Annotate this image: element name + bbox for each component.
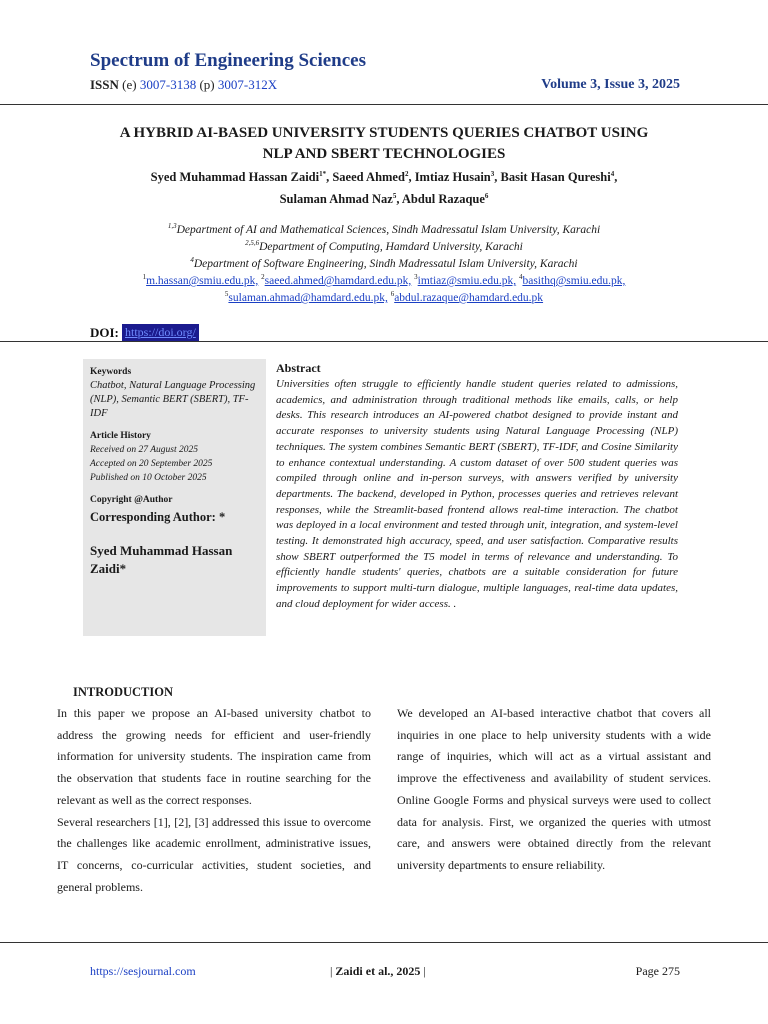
- issn-label: ISSN: [90, 77, 119, 92]
- doi-link[interactable]: https://doi.org/: [122, 324, 199, 342]
- author-sup: 5: [392, 191, 397, 200]
- paper-title-line-1: A HYBRID AI-BASED UNIVERSITY STUDENTS QUERIES CHATBOT USING: [119, 125, 649, 141]
- author-sup: 4: [610, 169, 615, 178]
- footer-bar-left: |: [330, 964, 333, 978]
- email-link[interactable]: m.hassan@smiu.edu.pk,: [146, 275, 259, 287]
- author-sup: 3: [490, 169, 495, 178]
- journal-website-link[interactable]: https://sesjournal.com: [90, 964, 196, 978]
- affiliation-item: [60, 256, 708, 273]
- doi-label: DOI:: [90, 325, 119, 340]
- copyright-text: Copyright @Author: [90, 495, 173, 505]
- volume-issue: Volume 3, Issue 3, 2025: [541, 77, 680, 92]
- author-name: Saeed Ahmed: [332, 170, 405, 184]
- email-sup: 1: [142, 273, 147, 282]
- journal-name: Spectrum of Engineering Sciences: [90, 50, 367, 71]
- affiliation-sup: 4: [190, 256, 194, 265]
- received-date: Received on 27 August 2025: [90, 445, 198, 455]
- email-line-2: [60, 290, 708, 307]
- issn-e-link[interactable]: 3007-3138: [139, 77, 197, 92]
- author-sup: 2: [404, 169, 409, 178]
- affiliation-sup: 1,3: [167, 222, 177, 231]
- accepted-date: Accepted on 20 September 2025: [90, 459, 213, 469]
- published-date: Published on 10 October 2025: [90, 473, 207, 483]
- footer-citation-text: Zaidi et al., 2025: [335, 964, 421, 978]
- intro-paragraph: Several researchers [1], [2], [3] addressed this issue to overcome the challenges like academic enrollment, administrative issues, IT concerns, co-curricular activities, student societies, and general problems.: [57, 814, 371, 894]
- intro-left-column: [57, 703, 371, 898]
- doi-divider: [0, 341, 768, 342]
- corresponding-author-label: Corresponding Author: *: [90, 510, 226, 524]
- affiliations: [60, 222, 708, 273]
- author-emails: [60, 273, 708, 307]
- paper-title: [60, 123, 708, 165]
- keywords-heading: Keywords: [90, 367, 132, 377]
- author-name: Abdul Razaque: [401, 192, 485, 206]
- author-sup: 1*: [319, 169, 327, 178]
- header-divider: [0, 104, 768, 105]
- issn-e-tag: (e): [122, 77, 137, 92]
- author-line-2: Sulaman Ahmad Naz$^5$, Abdul Razaque$^6$: [279, 191, 489, 206]
- affiliation-item: [60, 222, 708, 239]
- footer-divider: [0, 942, 768, 943]
- email-link[interactable]: saeed.ahmed@hamdard.edu.pk,: [264, 275, 412, 287]
- introduction-heading: INTRODUCTION: [73, 685, 174, 699]
- author-line-1: Syed Muhammad Hassan Zaidi$^{1*}$, Saeed Ahmed$^2$, Imtiaz Husain$^3$, Basit Hasan Qureshi$^4$,: [150, 169, 618, 184]
- email-sup: 5: [224, 290, 229, 299]
- corresponding-author-name: Syed Muhammad Hassan Zaidi*: [90, 543, 233, 576]
- history-heading: Article History: [90, 431, 151, 441]
- affiliation-item: [60, 239, 708, 256]
- author-list: [60, 166, 708, 210]
- author-name: Syed Muhammad Hassan Zaidi: [150, 170, 320, 184]
- intro-right-column: [397, 703, 711, 877]
- author-name: Basit Hasan Qureshi: [500, 170, 611, 184]
- email-link[interactable]: abdul.razaque@hamdard.edu.pk: [394, 292, 544, 304]
- issn-line: [90, 77, 277, 93]
- footer-citation: [330, 964, 426, 979]
- intro-paragraph: We developed an AI-based interactive chatbot that covers all inquiries in one place to help university students with a wide range of inquiries, which will act as a virtual assistant and improve the effectiveness and availability of student services. Online Google Forms and physical surveys were used to collect data for analysis. First, we organized the queries with utmost care, and answers were obtained directly from the relevant university departments to ensure reliability.: [397, 706, 711, 872]
- email-link[interactable]: sulaman.ahmad@hamdard.edu.pk,: [228, 292, 388, 304]
- author-sup: 6: [484, 191, 489, 200]
- email-sup: 6: [390, 290, 395, 299]
- abstract-text: Universities often struggle to efficiently handle student queries related to admissions, academics, and administration through traditional methods like emails, calls, or help desks. This research introduces an AI-powered chatbot designed to provide instant and accurate responses to university students using Natural Language Processing (NLP) techniques. The system combines Semantic BERT (SBERT), TF-IDF, and Cosine Similarity to enhance contextual understanding. A custom dataset of over 500 student queries was compiled through online and in-person surveys, with answers verified by university departments. The backend, developed in Python, processes queries and retrieves relevant responses, while the Streamlit-based frontend allows real-time interaction. The chatbot was deployed in a local environment and tested through unit, integration, and system-level testing. It demonstrated high accuracy, speed, and user satisfaction. Comparative results show SBERT outperformed the T5 model in terms of relevance and understanding. To efficiently handle students' queries, chatbots are a suitable consideration for future improvements to support multi-turn dialogue, multiple languages, real-time data updates, and cloud deployment for wider access. .: [276, 378, 678, 610]
- paper-title-line-2: NLP AND SBERT TECHNOLOGIES: [262, 146, 506, 162]
- email-sup: 3: [414, 273, 418, 282]
- keywords-text: Chatbot, Natural Language Processing (NLP), Semantic BERT (SBERT), TF-IDF: [90, 380, 256, 419]
- intro-paragraph: In this paper we propose an AI-based university chatbot to address the growing needs for efficient and user-friendly information for university students. The inspiration came from the observation that students face in routine searching for the relevant as well as the correct responses.: [57, 706, 371, 807]
- page-number: Page 275: [635, 964, 680, 978]
- affiliation-text: Department of Software Engineering, Sindh Madressatul Islam University, Karachi: [193, 258, 578, 270]
- footer-bar-right: |: [423, 964, 426, 978]
- author-name: Sulaman Ahmad Naz: [279, 192, 393, 206]
- email-link[interactable]: imtiaz@smiu.edu.pk,: [417, 275, 517, 287]
- abstract-heading: Abstract: [276, 361, 321, 375]
- affiliation-sup: 2,5,6: [245, 239, 260, 248]
- affiliation-text: Department of AI and Mathematical Sciences, Sindh Madressatul Islam University, Karachi: [176, 224, 601, 236]
- author-name: Imtiaz Husain: [414, 170, 491, 184]
- affiliation-text: Department of Computing, Hamdard University, Karachi: [259, 241, 523, 253]
- issn-p-tag: (p): [199, 77, 215, 92]
- article-info-box: [83, 359, 266, 636]
- email-link[interactable]: basithq@smiu.edu.pk,: [522, 275, 626, 287]
- issn-p-link[interactable]: 3007-312X: [217, 77, 278, 92]
- email-sup: 4: [518, 273, 523, 282]
- email-line-1: [60, 273, 708, 290]
- email-sup: 2: [261, 273, 265, 282]
